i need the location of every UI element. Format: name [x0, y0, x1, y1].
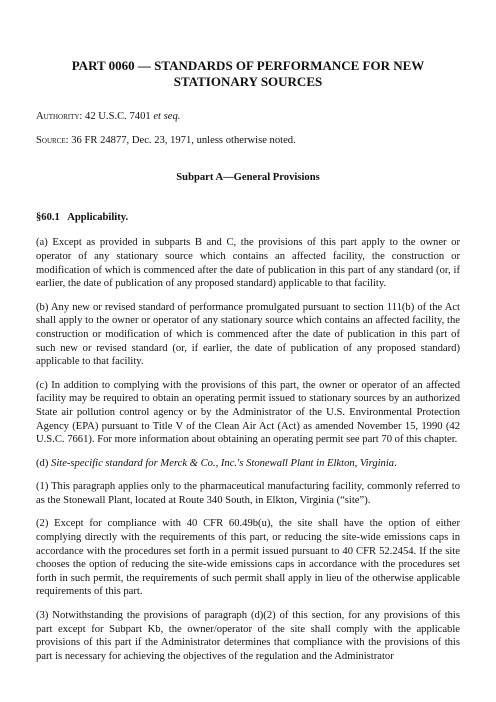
paragraph-d-prefix: (d) [36, 457, 52, 469]
paragraph-a: (a) Except as provided in subparts B and C, the provisions of this part apply to the owner or operator of any stationary source which contains an affected facility, the construction or modification of which is commenced after the date of publication in this part of any standard (or, if earlier, the date of publication of any proposed standard) applicable to that facility. [36, 237, 460, 290]
paragraph-d-heading: Site-specific standard for Merck & Co., Inc.'s Stonewall Plant in Elkton, Virginia [51, 457, 395, 469]
paragraph-d1: (1) This paragraph applies only to the pharmaceutical manufacturing facility, commonly referred to as the Stonewall Plant, located at Route 340 South, in Elkton, Virginia (“site”). [36, 481, 460, 506]
paragraph-b: (b) Any new or revised standard of performance promulgated pursuant to section 111(b) of the Act shall apply to the owner or operator of any stationary source which contains an affected facility, the construction or modification of which is commenced after the date of publication in this part of such new or revised standard (or, if earlier, the date of publication of any proposed standard) applicable to that facility. [36, 301, 460, 368]
authority-italic: et seq. [153, 111, 181, 122]
authority-text: 42 U.S.C. 7401 [85, 111, 151, 122]
paragraph-c: (c) In addition to complying with the provisions of this part, the owner or operator of an affected facility may be required to obtain an operating permit issued to stationary sources by an authorized State air pollution control agency or by the Administrator of the U.S. Environmental Protection Agency (EPA) pursuant to Title V of the Clean Air Act (Act) as amended November 15, 1990 (42 U.S.C. 7661). For more information about obtaining an operating permit see part 70 of this chapter. [36, 379, 460, 446]
paragraph-d3: (3) Notwithstanding the provisions of paragraph (d)(2) of this section, for any provisions of this part except for Subpart Kb, the owner/operator of the site shall comply with the applicable provisions of this part if the Administrator determines that compliance with the provisions of this part is necessary for achieving the objectives of the regulation and the Administrator [36, 610, 460, 662]
section-heading: §60.1 Applicability. [36, 211, 129, 223]
source-label: Source: [36, 134, 69, 146]
paragraph-d [36, 457, 460, 471]
subpart-heading: Subpart A—General Provisions [176, 172, 320, 184]
authority-line [36, 110, 460, 124]
paragraph-d-suffix: . [394, 457, 397, 469]
source-line [36, 134, 460, 148]
paragraph-d2: (2) Except for compliance with 40 CFR 60.49b(u), the site shall have the option of either complying directly with the requirements of this part, or reducing the site-wide emissions caps in accordance with the procedures set forth in a permit issued pursuant to 40 CFR 52.2454. If the site chooses the option of reducing the site-wide emissions caps in accordance with the procedures set forth in such permit, the requirements of such permit shall apply in lieu of the otherwise applicable requirements of this part. [36, 518, 460, 598]
part-title: PART 0060 — STANDARDS OF PERFORMANCE FOR NEW STATIONARY SOURCES [71, 58, 425, 89]
source-text: 36 FR 24877, Dec. 23, 1971, unless otherwise noted. [71, 134, 296, 146]
authority-label: Authority: [36, 111, 83, 122]
